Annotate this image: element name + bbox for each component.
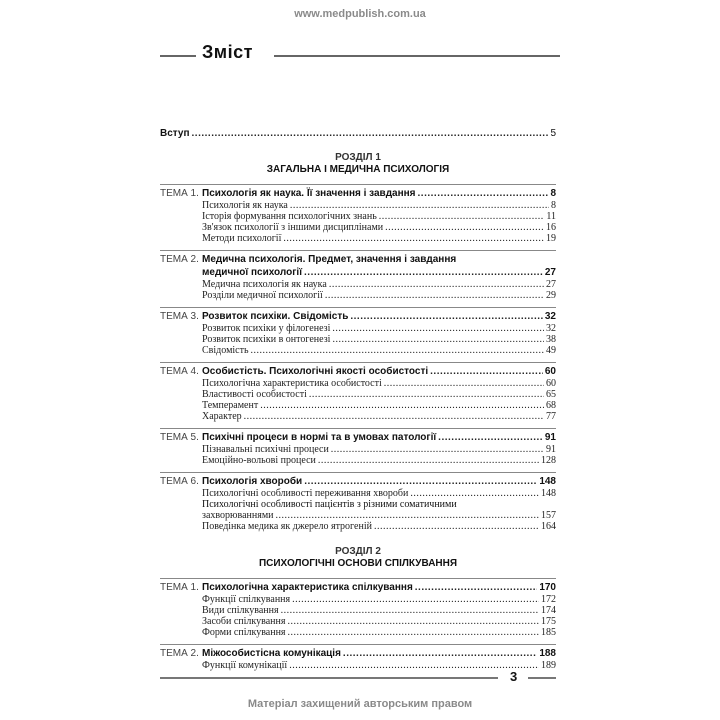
toc-page-number: 65	[546, 389, 556, 400]
toc-page-number: 148	[541, 488, 556, 499]
tema-label: ТЕМА 6.	[160, 476, 199, 487]
toc-tema	[160, 578, 556, 638]
leader-dots	[438, 431, 543, 444]
toc-page-number: 27	[544, 267, 556, 278]
section-name: ЗАГАЛЬНА І МЕДИЧНА ПСИХОЛОГІЯ	[266, 164, 450, 175]
toc-entry[interactable]	[202, 345, 556, 356]
toc-entry-label: захворюваннями	[202, 510, 274, 521]
toc-entry[interactable]	[202, 211, 556, 222]
leader-dots	[430, 365, 543, 378]
toc-page-number: 91	[544, 432, 556, 443]
leader-dots	[318, 455, 539, 466]
toc-entry-label: Поведінка медика як джерело ятрогеній	[202, 521, 372, 532]
toc-page-number: 49	[546, 345, 556, 356]
leader-dots	[251, 345, 544, 356]
tema-title-text: Особистість. Психологічні якості особистості	[202, 366, 429, 377]
toc-tema-title[interactable]	[202, 187, 556, 200]
leader-dots	[292, 594, 539, 605]
leader-dots	[244, 411, 544, 422]
toc-entry-label: Вступ	[160, 128, 190, 139]
toc-tema	[160, 184, 556, 244]
leader-dots	[288, 627, 539, 638]
toc-page-number: 170	[539, 582, 556, 593]
toc-entry-label: Характер	[202, 411, 242, 422]
toc-entry-label: Емоційно-вольові процеси	[202, 455, 316, 466]
leader-dots	[384, 378, 544, 389]
tema-label: ТЕМА 3.	[160, 311, 199, 322]
tema-title-text: Психічні процеси в нормі та в умовах патології	[202, 432, 437, 443]
toc-entry-label: Медична психологія як наука	[202, 279, 327, 290]
leader-dots	[418, 187, 549, 200]
toc-tema-title[interactable]	[202, 475, 556, 488]
tema-label: ТЕМА 2.	[160, 254, 199, 265]
tema-title-text: Розвиток психіки. Свідомість	[202, 311, 349, 322]
toc-entry[interactable]	[202, 233, 556, 244]
leader-dots	[260, 400, 544, 411]
tema-title-text: Психологія як наука. Її значення і завдання	[202, 188, 416, 199]
tema-label: ТЕМА 2.	[160, 648, 199, 659]
tema-title-text: Психологічна характеристика спілкування	[202, 582, 413, 593]
toc-tema-title-line[interactable]: Медична психологія. Предмет, значення і завдання	[202, 254, 457, 265]
toc-tema	[160, 472, 556, 532]
toc-entry-label: Види спілкування	[202, 605, 279, 616]
toc-page-number: 185	[541, 627, 556, 638]
toc-entry[interactable]	[202, 605, 556, 616]
toc-entry[interactable]	[202, 323, 556, 334]
toc-page-number: 16	[546, 222, 556, 233]
toc-page-number: 128	[541, 455, 556, 466]
toc-page-number: 189	[541, 660, 556, 671]
section-name: ПСИХОЛОГІЧНІ ОСНОВИ СПІЛКУВАННЯ	[258, 558, 458, 569]
toc-tema	[160, 644, 556, 671]
toc-entry-label: Властивості особистості	[202, 389, 307, 400]
toc-entry[interactable]	[202, 334, 556, 345]
toc-entry-label: Функції спілкування	[202, 594, 291, 605]
leader-dots	[325, 290, 544, 301]
toc-page-number: 38	[546, 334, 556, 345]
toc-entry[interactable]	[202, 488, 556, 499]
tema-title-text: Міжособистісна комунікація	[202, 648, 341, 659]
leader-dots	[290, 200, 549, 211]
toc-page-number: 60	[544, 366, 556, 377]
footer-rule-short	[528, 677, 556, 679]
toc-entry-label: Психологія як наука	[202, 200, 288, 211]
toc-page-number: 148	[539, 476, 556, 487]
toc-entry-label: Форми спілкування	[202, 627, 286, 638]
toc-entry[interactable]	[202, 616, 556, 627]
leader-dots	[309, 389, 544, 400]
toc-entry[interactable]	[202, 290, 556, 301]
toc-entry-label: Психологічні особливості переживання хвороби	[202, 488, 409, 499]
page-title: Зміст	[202, 42, 253, 62]
toc-page-number: 68	[546, 400, 556, 411]
leader-dots	[304, 475, 537, 488]
toc-entry[interactable]	[202, 411, 556, 422]
leader-dots	[385, 222, 544, 233]
tema-title-text: медичної психології	[202, 267, 303, 278]
page-number: 3	[510, 669, 518, 684]
toc-entry[interactable]	[202, 627, 556, 638]
toc-entry-label: Засоби спілкування	[202, 616, 286, 627]
tema-label: ТЕМА 1.	[160, 582, 199, 593]
toc-tema	[160, 250, 556, 301]
toc-page-number: 172	[541, 594, 556, 605]
leader-dots	[331, 444, 544, 455]
footer-rule	[160, 677, 498, 679]
toc-entry[interactable]	[202, 200, 556, 211]
section-number: РОЗДІЛ 1	[335, 152, 381, 163]
toc-page-number: 175	[541, 616, 556, 627]
leader-dots	[410, 488, 539, 499]
toc-entry-label: Методи психології	[202, 233, 282, 244]
table-of-contents	[160, 128, 556, 671]
toc-page-number: 188	[539, 648, 556, 659]
toc-page-number: 32	[546, 323, 556, 334]
leader-dots	[304, 266, 543, 279]
leader-dots	[343, 647, 537, 660]
toc-entry-label: Зв'язок психології з іншими дисциплінами	[202, 222, 384, 233]
toc-entry-label: Свідомість	[202, 345, 249, 356]
toc-entry-label: Психологічна характеристика особистості	[202, 378, 382, 389]
toc-page-number: 174	[541, 605, 556, 616]
toc-entry[interactable]	[202, 594, 556, 605]
title-rule-right	[274, 55, 560, 57]
toc-page-number: 8	[550, 188, 556, 199]
toc-entry[interactable]	[202, 279, 556, 290]
title-row	[160, 42, 560, 66]
toc-entry[interactable]	[202, 521, 556, 532]
toc-page-number: 164	[541, 521, 556, 532]
toc-tema-title[interactable]	[202, 310, 556, 323]
toc-entry[interactable]	[202, 389, 556, 400]
section-number: РОЗДІЛ 2	[335, 546, 381, 557]
leader-dots	[329, 279, 544, 290]
title-rule-left	[160, 55, 196, 57]
toc-page-number: 19	[546, 233, 556, 244]
toc-page-number: 29	[546, 290, 556, 301]
toc-entry-label: Розвиток психіки у філогенезі	[202, 323, 331, 334]
toc-page-number: 5	[550, 128, 556, 139]
toc-tema	[160, 307, 556, 356]
toc-page-number: 60	[546, 378, 556, 389]
toc-entry[interactable]	[202, 455, 556, 466]
leader-dots	[374, 521, 539, 532]
tema-label: ТЕМА 4.	[160, 366, 199, 377]
toc-tema-title[interactable]	[202, 365, 556, 378]
toc-entry-label: Темперамент	[202, 400, 259, 411]
tema-label: ТЕМА 1.	[160, 188, 199, 199]
toc-entry-label: Пізнавальні психічні процеси	[202, 444, 329, 455]
toc-entry[interactable]	[202, 378, 556, 389]
leader-dots	[415, 581, 538, 594]
toc-page-number: 157	[541, 510, 556, 521]
toc-entry-label: Функції комунікації	[202, 660, 288, 671]
toc-page-number: 77	[546, 411, 556, 422]
toc-tema	[160, 428, 556, 466]
toc-page-number: 11	[546, 211, 556, 222]
leader-dots	[332, 334, 544, 345]
leader-dots	[276, 510, 539, 521]
toc-entry-label: Розвиток психіки в онтогенезі	[202, 334, 331, 345]
leader-dots	[192, 128, 549, 139]
copyright-notice: Матеріал захищений авторським правом	[247, 698, 473, 710]
toc-entry-line[interactable]: Психологічні особливості пацієнтів з різними соматичними	[202, 499, 457, 510]
toc-entry[interactable]	[202, 400, 556, 411]
toc-entry-label: Розділи медичної психології	[202, 290, 323, 301]
page-footer	[160, 669, 556, 689]
toc-entry[interactable]	[202, 444, 556, 455]
toc-entry-label: Історія формування психологічних знань	[202, 211, 377, 222]
leader-dots	[287, 616, 539, 627]
toc-tema-title[interactable]	[202, 431, 556, 444]
section-heading	[160, 152, 556, 176]
toc-tema-title[interactable]	[202, 647, 556, 660]
leader-dots	[379, 211, 545, 222]
tema-title-text: Психологія хвороби	[202, 476, 303, 487]
leader-dots	[332, 323, 544, 334]
site-header: www.medpublish.com.ua	[294, 8, 426, 20]
toc-page-number: 27	[546, 279, 556, 290]
toc-entry[interactable]	[202, 222, 556, 233]
leader-dots	[350, 310, 543, 323]
toc-entry-intro[interactable]	[160, 128, 556, 144]
toc-entry[interactable]	[202, 510, 556, 521]
leader-dots	[281, 605, 539, 616]
toc-tema	[160, 362, 556, 422]
toc-tema-title[interactable]	[202, 266, 556, 279]
tema-label: ТЕМА 5.	[160, 432, 199, 443]
leader-dots	[283, 233, 544, 244]
section-heading	[160, 546, 556, 570]
toc-tema-title[interactable]	[202, 581, 556, 594]
toc-page-number: 8	[551, 200, 556, 211]
toc-page-number: 91	[546, 444, 556, 455]
toc-page-number: 32	[544, 311, 556, 322]
